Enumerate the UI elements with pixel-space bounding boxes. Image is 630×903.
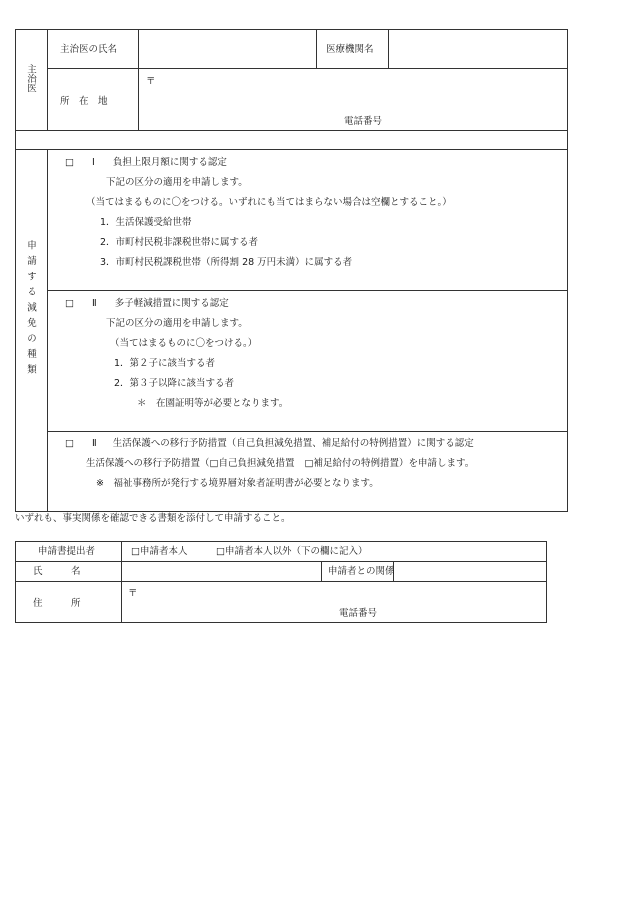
doctor-address-label: 所 在 地 (60, 96, 108, 107)
part3-option-a[interactable]: □自己負担減免措置 (209, 458, 295, 469)
part3-numeral: Ⅱ (92, 438, 97, 449)
part1-checkbox[interactable]: □ (65, 157, 74, 168)
part1-title: 負担上限月額に関する認定 (112, 157, 227, 168)
attachment-note: いずれも、事実関係を確認できる書類を添付して申請すること。 (15, 513, 291, 524)
submitter-option-self[interactable]: □申請者本人 (131, 546, 188, 557)
divider (47, 149, 48, 512)
part2-title: 多子軽減措置に関する認定 (114, 298, 229, 309)
relation-label: 申請者との関係 (328, 566, 395, 577)
divider (15, 149, 568, 150)
divider (47, 68, 568, 69)
part1-numeral: Ⅰ (92, 157, 95, 168)
part3-line-suffix: ）を申請します。 (398, 458, 475, 469)
divider (15, 130, 568, 131)
doctor-name-input[interactable] (139, 30, 315, 67)
part3-option-b[interactable]: □補足給付の特例措置 (304, 458, 399, 469)
part3-checkbox[interactable]: □ (65, 438, 74, 449)
divider (47, 290, 568, 291)
submitter-name-label: 氏 名 (33, 566, 81, 577)
doctor-section-label: 主治医 (25, 64, 36, 93)
divider (47, 431, 568, 432)
postal-mark: 〒 (146, 76, 156, 87)
part3-title: 生活保護への移行予防措置（自己負担減免措置、補足給付の特例措置）に関する認定 (112, 438, 474, 449)
divider (47, 29, 48, 130)
doctor-name-label: 主治医の氏名 (60, 44, 118, 55)
institution-label: 医療機関名 (326, 44, 374, 55)
part2-numeral: Ⅱ (92, 298, 97, 309)
part2-checkbox[interactable]: □ (65, 298, 74, 309)
part1-intro: 下記の区分の適用を申請します。 (106, 177, 248, 188)
divider (321, 561, 322, 581)
divider (316, 29, 317, 68)
part3-header (65, 438, 474, 450)
reduction-section-label: 申請する減免の種類 (25, 240, 36, 380)
part2-option-1[interactable]: 1．第２子に該当する者 (114, 358, 216, 369)
part1-option-3[interactable]: 3．市町村民税課税世帯（所得割 28 万円未満）に属する者 (100, 257, 353, 268)
part1-option-1[interactable]: 1．生活保護受給世帯 (100, 217, 192, 228)
submitter-option-other[interactable]: □申請者本人以外（下の欄に記入） (216, 546, 368, 557)
divider (15, 581, 547, 582)
submitter-label: 申請書提出者 (38, 546, 96, 557)
submitter-address-label: 住 所 (33, 598, 81, 609)
part1-note: （当てはまるものに〇をつける。いずれにも当てはまらない場合は空欄とすること。） (86, 197, 452, 208)
part3-line-prefix: 生活保護への移行予防措置（ (86, 458, 210, 469)
part2-footnote: ＊ 在園証明等が必要となります。 (137, 398, 289, 409)
submitter-address-input[interactable] (138, 584, 538, 604)
part1-header (65, 157, 227, 169)
divider (121, 541, 122, 623)
doctor-phone-label: 電話番号 (344, 116, 383, 127)
submitter-name-input[interactable] (122, 562, 320, 580)
part2-header (65, 298, 229, 310)
doctor-address-input[interactable] (156, 72, 556, 112)
part3-footnote: ※ 福祉事務所が発行する境界層対象者証明書が必要となります。 (96, 478, 379, 489)
relation-input[interactable] (394, 562, 546, 580)
part2-note: （当てはまるものに〇をつける。） (110, 338, 258, 349)
part2-intro: 下記の区分の適用を申請します。 (106, 318, 248, 329)
part3-line (86, 458, 474, 470)
submitter-postal-mark: 〒 (128, 588, 138, 599)
part1-option-2[interactable]: 2．市町村民税非課税世帯に属する者 (100, 237, 259, 248)
submitter-phone-label: 電話番号 (339, 608, 378, 619)
institution-input[interactable] (389, 30, 567, 67)
part2-option-2[interactable]: 2．第３子以降に該当する者 (114, 378, 235, 389)
